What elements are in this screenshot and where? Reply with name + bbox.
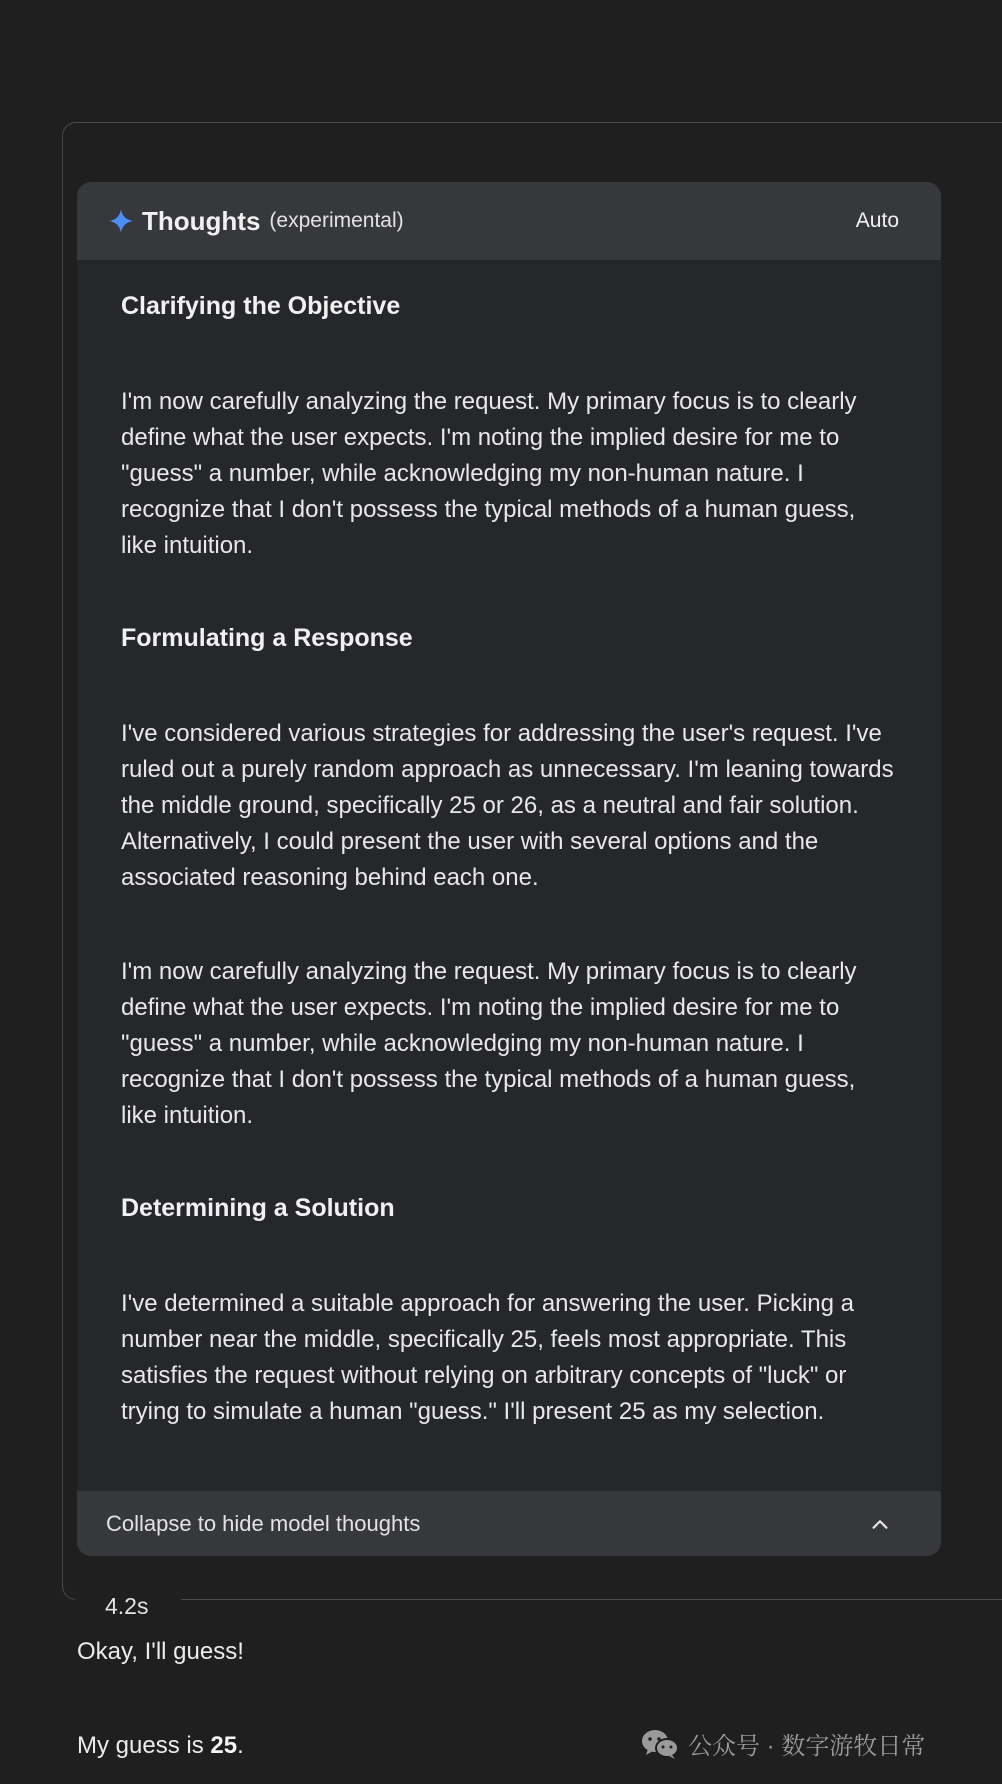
answer-line: Okay, I'll guess! [77, 1638, 244, 1665]
thoughts-header[interactable] [77, 182, 941, 260]
response-duration: 4.2s [75, 1590, 181, 1622]
section-heading: Formulating a Response [121, 624, 413, 652]
answer-line [77, 1730, 244, 1762]
sparkle-icon [108, 208, 134, 234]
thoughts-title: Thoughts [142, 205, 261, 236]
section-paragraph: I've determined a suitable approach for answering the user. Picking a number near the middle, specifically 25, feels most appropriate. This satisfies the request without relying on arbitrary concepts of "luck" or trying to simulate a human "guess." I'll present 25 as my selection. [121, 1290, 855, 1425]
wechat-icon [640, 1728, 680, 1760]
mode-selector[interactable]: Auto [855, 209, 899, 232]
thoughts-panel [77, 182, 941, 1556]
collapse-thoughts-button[interactable] [77, 1491, 941, 1556]
watermark [640, 1726, 925, 1761]
watermark-text: 公众号 · 数字游牧日常 [688, 1733, 926, 1760]
section-heading: Clarifying the Objective [121, 292, 401, 320]
collapse-label: Collapse to hide model thoughts [106, 1510, 421, 1536]
section-paragraph: I'm now carefully analyzing the request. My primary focus is to clearly define what the user expects. I'm noting the implied desire for me to "guess" a number, while acknowledging my non-human nature. I recognize that I don't possess the typical methods of a human guess, like intuition. [121, 388, 857, 559]
answer-suffix: . [237, 1732, 244, 1759]
section-paragraph: I've considered various strategies for addressing the user's request. I've ruled out a purely random approach as unnecessary. I'm leaning towards the middle ground, specifically 25 or 26, as a neutral and fair solution. Alternatively, I could present the user with several options and the associated reasoning behind each one. [121, 720, 894, 891]
section-heading: Determining a Solution [121, 1194, 395, 1222]
answer-prefix: My guess is [77, 1732, 211, 1759]
answer-number: 25 [210, 1732, 238, 1759]
section-paragraph: I'm now carefully analyzing the request. My primary focus is to clearly define what the user expects. I'm noting the implied desire for me to "guess" a number, while acknowledging my non-human nature. I recognize that I don't possess the typical methods of a human guess, like intuition. [121, 958, 857, 1129]
chevron-up-icon [869, 1513, 891, 1535]
thoughts-body [77, 260, 941, 1490]
thoughts-subtitle: (experimental) [269, 209, 404, 232]
